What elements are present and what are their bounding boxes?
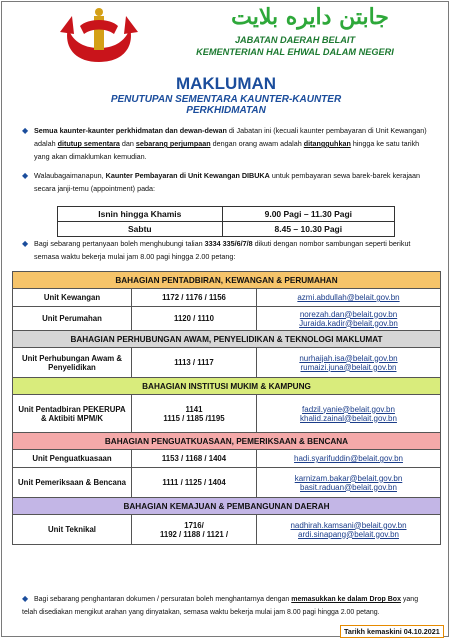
- unit-emails: [257, 468, 441, 498]
- extension-line: 1192 / 1188 / 1121 /: [159, 529, 229, 539]
- email-link[interactable]: norezah.dan@belait.gov.bn: [299, 309, 398, 319]
- bullet-text-bold: 3334 335/6/7/8: [204, 239, 253, 248]
- unit-name: Unit Pemeriksaan & Bencana: [13, 468, 132, 498]
- notice-title: MAKLUMAN: [175, 74, 277, 93]
- notice-subtitle: PENUTUPAN SEMENTARA KAUNTER-KAUNTER PERKHIDMATAN: [110, 94, 342, 116]
- email-link[interactable]: karnizam.bakar@belait.gov.bn: [294, 473, 403, 483]
- bullet-text: Bagi sebarang pertanyaan boleh menghubungi talian: [34, 239, 205, 248]
- unit-name: Unit Perumahan: [13, 307, 132, 331]
- ministry-name: KEMENTERIAN HAL EHWAL DALAM NEGERI: [196, 47, 394, 57]
- bullet-text-emphasis: ditangguhkan: [303, 139, 351, 148]
- section-header: BAHAGIAN PENGUATKUASAAN, PEMERIKSAAN & BENCANA: [13, 433, 441, 450]
- email-link[interactable]: Juraida.kadir@belait.gov.bn: [299, 318, 398, 328]
- unit-emails: [257, 450, 441, 468]
- note-text: Bagi sebarang penghantaran dokumen / persuratan boleh menghantarnya dengan: [34, 596, 292, 603]
- email-link[interactable]: azmi.abdullah@belait.gov.bn: [297, 293, 400, 302]
- dropbox-note: [22, 592, 430, 619]
- email-link[interactable]: basit.raduan@belait.gov.bn: [300, 482, 397, 492]
- email-link[interactable]: fadzil.yanie@belait.gov.bn: [302, 404, 395, 414]
- section-header: BAHAGIAN INSTITUSI MUKIM & KAMPUNG: [13, 378, 441, 395]
- table-row: [13, 289, 441, 307]
- unit-extensions: 1172 / 1176 / 1156: [132, 289, 257, 307]
- bullet-diamond-icon: ◆: [22, 594, 29, 603]
- unit-extensions: 1120 / 1110: [132, 307, 257, 331]
- bullet-text: Walaubagaimanapun,: [34, 171, 106, 180]
- email-link[interactable]: rumaizi.juna@belait.gov.bn: [300, 362, 397, 372]
- table-row: [13, 395, 441, 433]
- bullet-diamond-icon: ◆: [22, 171, 29, 180]
- unit-extensions: 1113 / 1117: [132, 348, 257, 378]
- schedule-time: 9.00 Pagi – 11.30 Pagi: [222, 207, 394, 222]
- bullet-text: dengan orang awam adalah: [210, 139, 304, 148]
- unit-emails: [257, 307, 441, 331]
- bullet-text-bold: Semua kaunter-kaunter perkhidmatan dan dewan-dewan: [34, 126, 227, 135]
- bullet-closure: [22, 124, 430, 163]
- bullet-text-bold: Kaunter Pembayaran di Unit Kewangan DIBUKA: [105, 171, 270, 180]
- extension-line: 1716/: [184, 520, 204, 530]
- bullet-text: dan: [119, 139, 136, 148]
- bullet-text: untuk pembayaran sewa barek-barek kerajaan secara janji-temu (appointment) pada:: [34, 171, 421, 193]
- schedule-row: [58, 222, 395, 237]
- unit-emails: [257, 289, 441, 307]
- email-link[interactable]: nurhaijah.isa@belait.gov.bn: [299, 353, 398, 363]
- department-name: JABATAN DAERAH BELAIT: [234, 35, 356, 45]
- email-link[interactable]: hadi.syarifuddin@belait.gov.bn: [294, 454, 403, 463]
- section-header: BAHAGIAN KEMAJUAN & PEMBANGUNAN DAERAH: [13, 498, 441, 515]
- table-row: [13, 348, 441, 378]
- table-row: [13, 468, 441, 498]
- appointment-schedule-table: [57, 206, 395, 237]
- unit-extensions: 1111 / 1125 / 1404: [132, 468, 257, 498]
- unit-name: Unit Kewangan: [13, 289, 132, 307]
- note-text-emphasis: memasukkan ke dalam Drop Box: [291, 596, 401, 603]
- email-link[interactable]: ardi.sinapang@belait.gov.bn: [298, 529, 399, 539]
- contact-directory-table: [12, 271, 441, 545]
- email-link[interactable]: khalid.zainal@belait.gov.bn: [300, 413, 397, 423]
- unit-emails: [257, 395, 441, 433]
- unit-extensions: [132, 395, 257, 433]
- table-row: [13, 307, 441, 331]
- extension-line: 1115 / 1185 /1195: [163, 413, 225, 423]
- bullet-inquiries: [22, 237, 430, 263]
- section-header: BAHAGIAN PERHUBUNGAN AWAM, PENYELIDIKAN & TEKNOLOGI MAKLUMAT: [13, 331, 441, 348]
- last-updated-badge: Tarikh kemaskini 04.10.2021: [340, 625, 444, 638]
- bullet-payment-counter: [22, 169, 430, 195]
- schedule-day: Isnin hingga Khamis: [58, 207, 223, 222]
- schedule-day: Sabtu: [58, 222, 223, 237]
- unit-extensions: 1153 / 1168 / 1404: [132, 450, 257, 468]
- bullet-diamond-icon: ◆: [22, 126, 29, 135]
- unit-extensions: [132, 515, 257, 545]
- bullet-text: hingga ke satu tarikh yang akan dimaklumkan kemudian.: [34, 139, 420, 161]
- unit-name: Unit Pentadbiran PEKERUPA & Aktibiti MPM/K: [13, 395, 132, 433]
- note-text: yang telah disediakan mengikut arahan yang dinyatakan, semasa waktu bekerja mulai jam 8.00 pagi hingga 2.00 petang.: [22, 596, 419, 616]
- unit-emails: [257, 348, 441, 378]
- bullet-text: di Jabatan ini (kecuali kaunter pembayaran di Unit Kewangan) adalah: [34, 126, 427, 148]
- jawi-department-title: جابتن دايره بلايت: [231, 4, 389, 30]
- email-link[interactable]: nadhirah.kamsani@belait.gov.bn: [290, 520, 407, 530]
- table-row: [13, 515, 441, 545]
- bullet-text-emphasis: sebarang perjumpaan: [135, 139, 211, 148]
- schedule-time: 8.45 – 10.30 Pagi: [222, 222, 394, 237]
- unit-emails: [257, 515, 441, 545]
- brunei-crest-emblem: [58, 4, 140, 66]
- bullet-text: dikuti dengan nombor sambungan seperti berikut semasa waktu bekerja mulai jam 8.00 pagi hingga 2.00 petang:: [34, 239, 411, 261]
- extension-line: 1141: [185, 404, 203, 414]
- unit-name: Unit Teknikal: [13, 515, 132, 545]
- table-row: [13, 450, 441, 468]
- section-header: BAHAGIAN PENTADBIRAN, KEWANGAN & PERUMAHAN: [13, 272, 441, 289]
- bullet-text-emphasis: ditutup sementara: [57, 139, 120, 148]
- unit-name: Unit Perhubungan Awam & Penyelidikan: [13, 348, 132, 378]
- department-name-block: [140, 34, 450, 58]
- schedule-row: [58, 207, 395, 222]
- unit-name: Unit Penguatkuasaan: [13, 450, 132, 468]
- bullet-diamond-icon: ◆: [22, 239, 29, 248]
